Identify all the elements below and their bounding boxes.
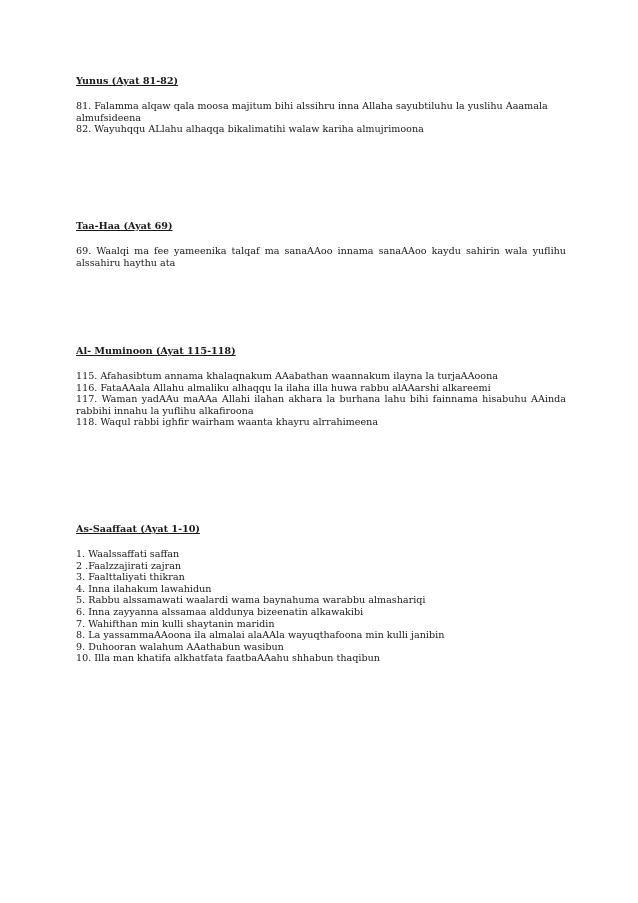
- verse-line: 69. Waalqi ma fee yameenika talqaf ma sanaAAoo innama sanaAAoo kaydu sahirin wala yuflihu alssahiru haythu ata: [76, 246, 566, 269]
- verse-list: [76, 371, 566, 429]
- verse-line: 9. Duhooran walahum AAathabun wasibun: [76, 641, 284, 653]
- verse-line: 5. Rabbu alssamawati waalardi wama baynahuma warabbu almashariqi: [76, 595, 426, 607]
- section-heading: Al- Muminoon (Ayat 115-118): [76, 346, 236, 357]
- verse-line: 118. Waqul rabbi ighfir wairham waanta khayru alrrahimeena: [76, 417, 379, 429]
- verse-line: 6. Inna zayyanna alssamaa alddunya bizeenatin alkawakibi: [76, 606, 364, 618]
- verse-line: 4. Inna ilahakum lawahidun: [76, 583, 212, 595]
- section-heading: Yunus (Ayat 81-82): [76, 76, 179, 87]
- verse-line: 116. FataAAala Allahu almaliku alhaqqu la ilaha illa huwa rabbu alAAarshi alkareemi: [76, 382, 491, 394]
- verse-line: 3. Faalttaliyati thikran: [76, 572, 185, 584]
- verse-line: 117. Waman yadAAu maAAa Allahi ilahan akhara la burhana lahu bihi fainnama hisabuhu AAinda rabbihi innahu la yuflihu alkafiroona: [76, 394, 566, 417]
- verse-line: 1. Waalssaffati saffan: [76, 549, 180, 560]
- verse-line: 115. Afahasibtum annama khalaqnakum AAabathan waannakum ilayna la turjaAAoona: [76, 371, 498, 382]
- section-heading: Taa-Haa (Ayat 69): [76, 221, 173, 232]
- verse-line: 7. Wahifthan min kulli shaytanin maridin: [76, 618, 275, 630]
- verse-line: 8. La yassammaAAoona ila almalai alaAAla wayuqthafoona min kulli janibin: [76, 630, 445, 642]
- verse-list: [76, 101, 566, 136]
- section-as-saaffaat: [76, 523, 566, 665]
- verse-line: 10. Illa man khatifa alkhatfata faatbaAAahu shhabun thaqibun: [76, 653, 380, 665]
- verse-line: 2 .Faalzzajirati zajran: [76, 560, 182, 572]
- section-al-muminoon: [76, 345, 566, 429]
- section-yunus: [76, 75, 566, 136]
- verse-list: [76, 246, 566, 269]
- verse-line: 82. Wayuhqqu ALlahu alhaqqa bikalimatihi walaw kariha almujrimoona: [76, 124, 424, 136]
- section-heading: As-Saaffaat (Ayat 1-10): [76, 524, 200, 535]
- section-taa-haa: [76, 220, 566, 269]
- verse-line: 81. Falamma alqaw qala moosa majitum bihi alssihru inna Allaha sayubtiluhu la yuslihu Aaamala almufsideena: [76, 101, 548, 124]
- verse-list: [76, 549, 566, 665]
